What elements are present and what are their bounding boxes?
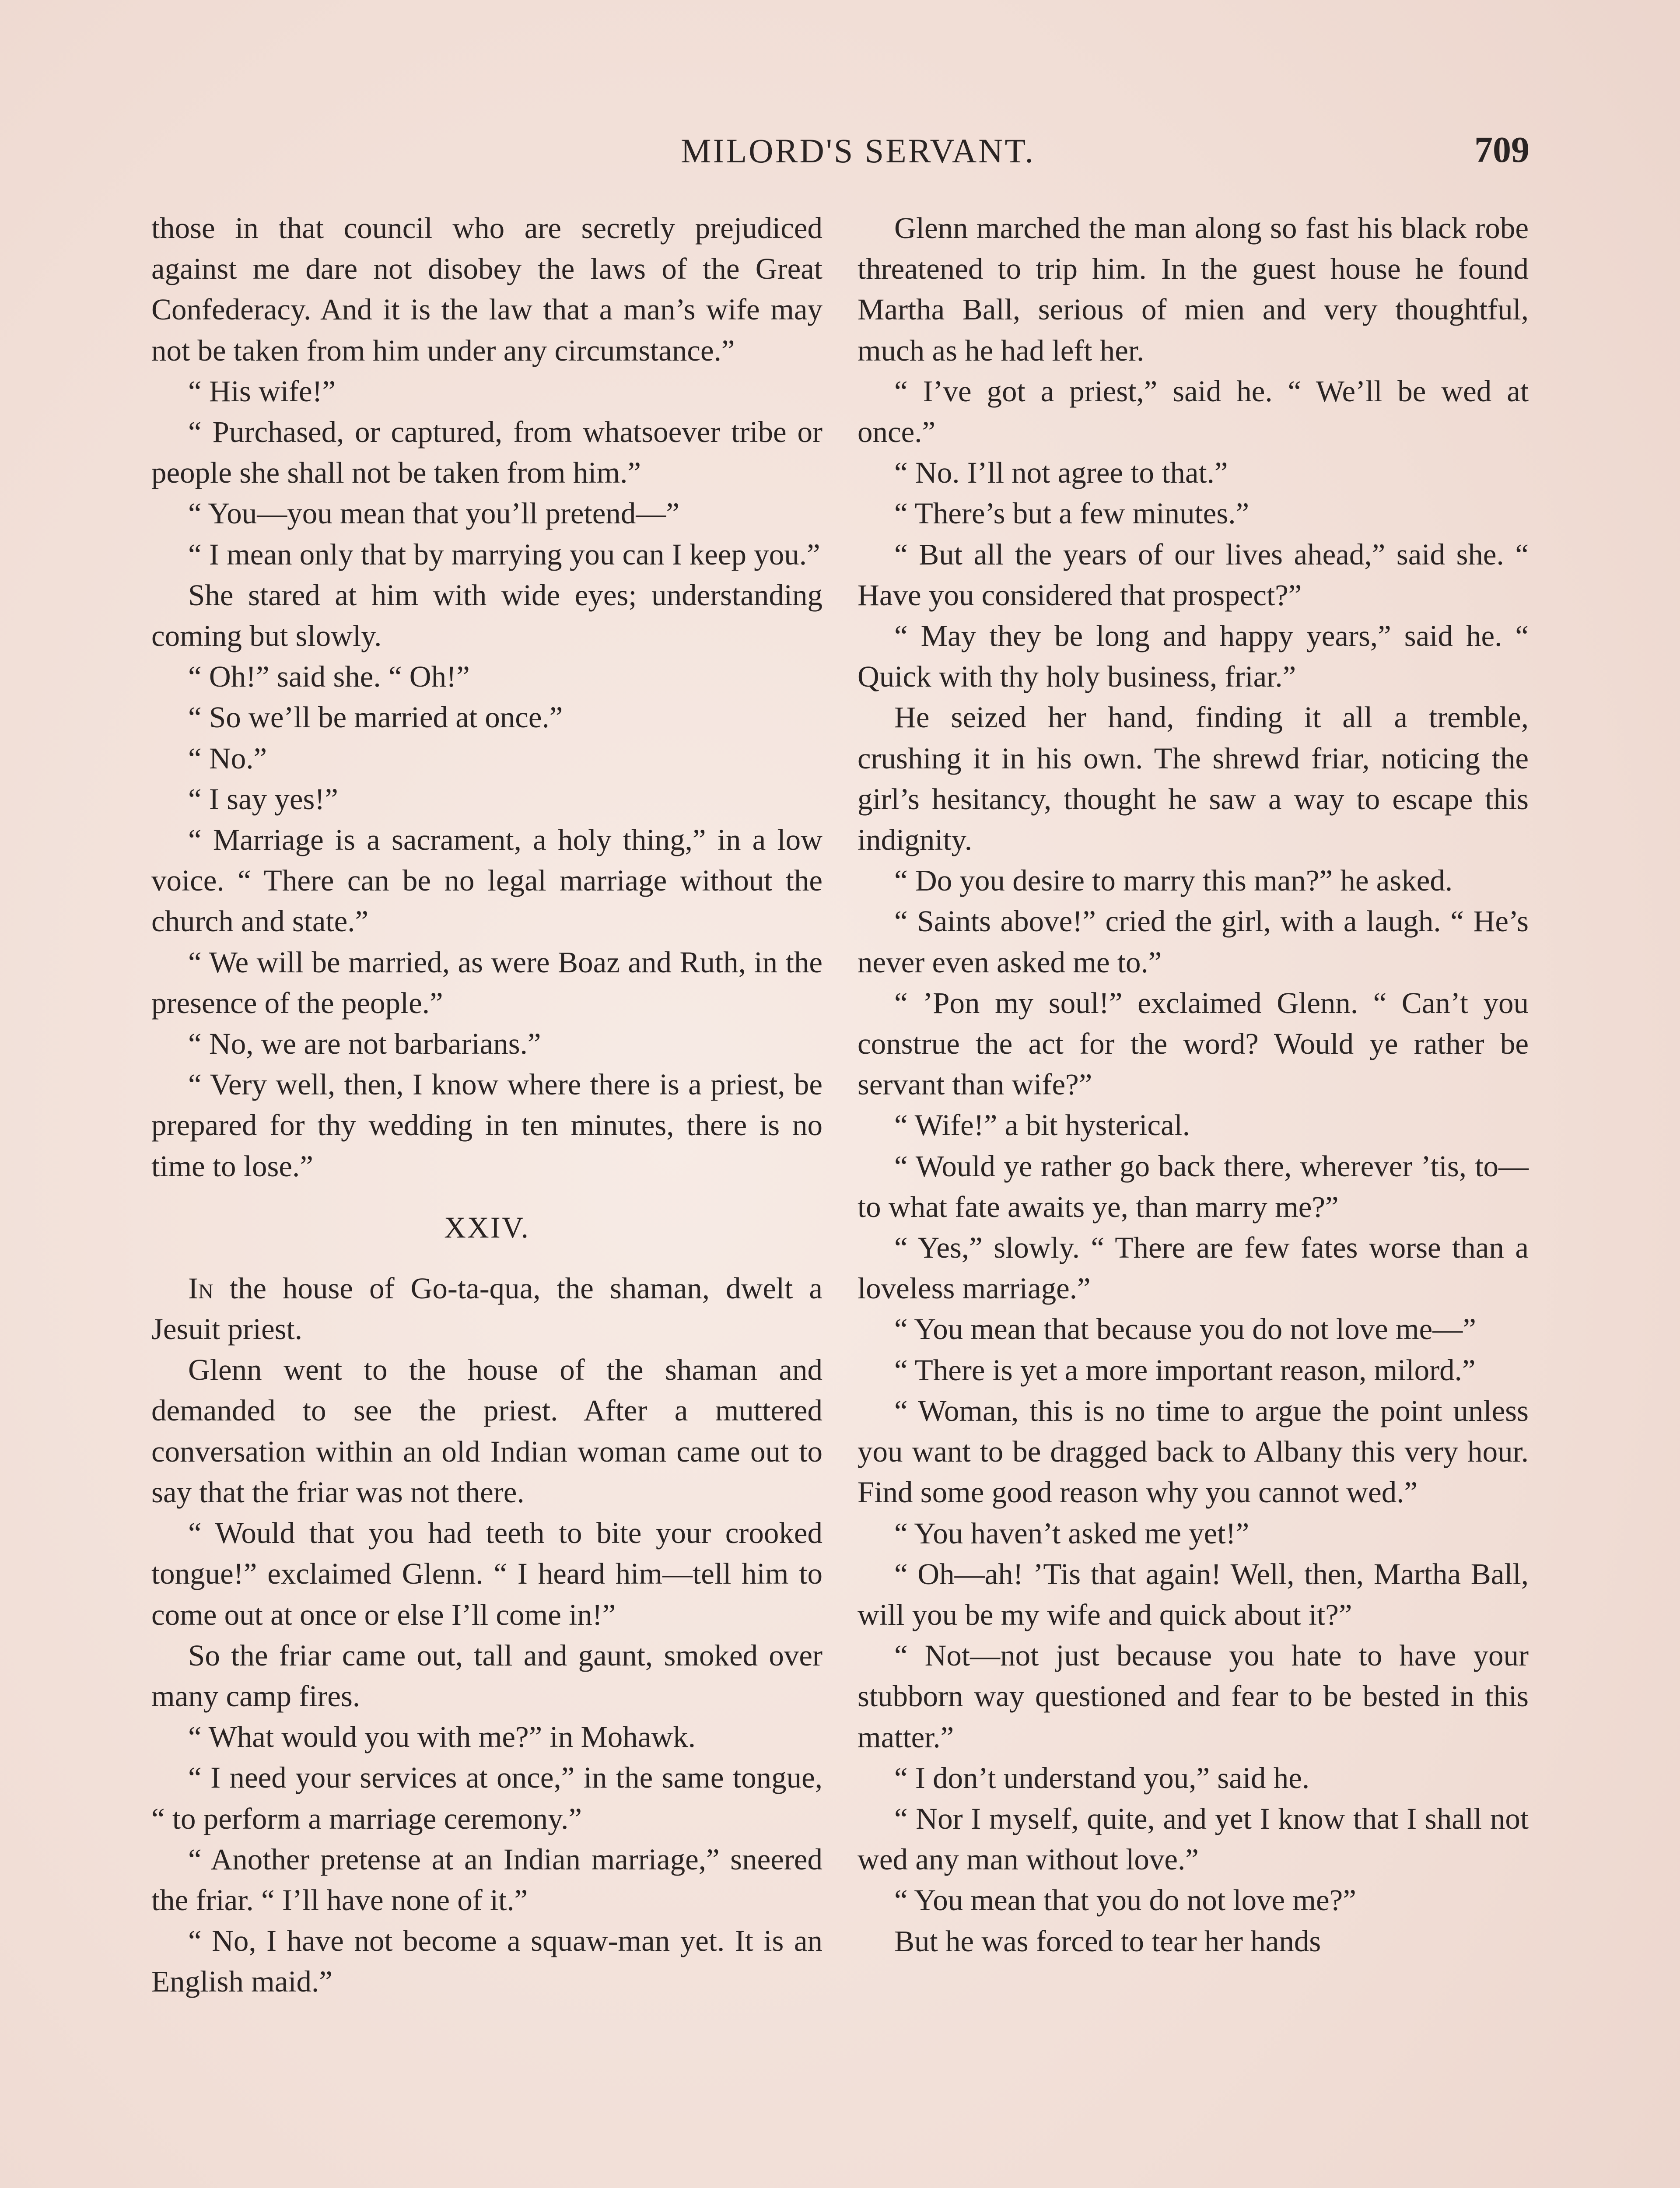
paragraph: “ You mean that because you do not love me—” (894, 1312, 1476, 1346)
paragraph: “ Nor I myself, quite, and yet I know that I shall not wed any man without love.” (858, 1802, 1529, 1876)
chapter-opening-paragraph (151, 1268, 822, 1350)
paragraph: “ Oh!” said she. “ Oh!” (188, 660, 470, 694)
paragraph: He seized her hand, finding it all a tremble, crushing it in his own. The shrewd friar, noticing the girl’s hesitancy, thought he saw a way to escape this indignity. (858, 701, 1529, 857)
paragraph: “ Another pretense at an Indian marriage,” sneered the friar. “ I’ll have none of it.” (151, 1842, 822, 1917)
paragraph: “ You mean that you do not love me?” (894, 1883, 1356, 1917)
paragraph: “ So we’ll be married at once.” (188, 701, 563, 734)
right-column (858, 208, 1529, 1962)
paragraph: “ There’s but a few minutes.” (894, 497, 1250, 530)
paragraph: “ I mean only that by marrying you can I keep you.” (188, 537, 820, 571)
paragraph: “ We will be married, as were Boaz and Ruth, in the presence of the people.” (151, 945, 822, 1020)
paragraph: “ No. I’ll not agree to that.” (894, 456, 1228, 490)
paragraph: “ Woman, this is no time to argue the point unless you want to be dragged back to Albany this very hour. Find some good reason why you cannot wed.” (858, 1394, 1529, 1509)
paragraph: “ No.” (188, 741, 267, 775)
paragraph: She stared at him with wide eyes; understanding coming but slowly. (151, 578, 822, 653)
page-header (151, 131, 1530, 179)
chapter-opening-word: In (188, 1271, 214, 1305)
paragraph: “ Would ye rather go back there, wherever ’tis, to—to what fate awaits ye, than marry me?” (858, 1149, 1529, 1224)
paragraph: “ I say yes!” (188, 782, 338, 816)
paragraph: “ You haven’t asked me yet!” (894, 1516, 1250, 1550)
paragraph: “ I’ve got a priest,” said he. “ We’ll be wed at once.” (858, 374, 1529, 449)
paragraph: “ Very well, then, I know where there is a priest, be prepared for thy wedding in ten minutes, there is no time to lose.” (151, 1068, 822, 1183)
chapter-opening-text: the house of Go-ta-qua, the shaman, dwelt a Jesuit priest. (151, 1271, 822, 1346)
paragraph: “ What would you with me?” in Mohawk. (188, 1720, 696, 1754)
paragraph: “ I need your services at once,” in the same tongue, “ to perform a marriage ceremony.” (151, 1761, 822, 1835)
paragraph: “ No, we are not barbarians.” (188, 1027, 541, 1061)
running-title: MILORD'S SERVANT. (681, 132, 1035, 170)
paragraph: Glenn went to the house of the shaman and demanded to see the priest. After a muttered conversation within an old Indian woman came out to say that the friar was not there. (151, 1353, 822, 1509)
paragraph: So the friar came out, tall and gaunt, smoked over many camp fires. (151, 1638, 822, 1713)
paragraph: “ I don’t understand you,” said he. (894, 1761, 1310, 1795)
paragraph: “ Do you desire to marry this man?” he asked. (894, 864, 1453, 898)
paragraph: But he was forced to tear her hands (894, 1924, 1321, 1958)
paragraph: “ You—you mean that you’ll pretend—” (188, 497, 679, 530)
paragraph: “ No, I have not become a squaw-man yet. It is an English maid.” (151, 1924, 822, 1999)
chapter-heading: XXIV. (444, 1210, 530, 1244)
paragraph: “ Yes,” slowly. “ There are few fates worse than a loveless marriage.” (858, 1231, 1529, 1305)
paragraph: “ His wife!” (188, 374, 336, 408)
paragraph: “ Would that you had teeth to bite your crooked tongue!” exclaimed Glenn. “ I heard him—tell him to come out at once or else I’ll come in!” (151, 1516, 822, 1631)
paragraph: “ Wife!” a bit hysterical. (894, 1108, 1190, 1142)
paragraph: “ ’Pon my soul!” exclaimed Glenn. “ Can’t you construe the act for the word? Would ye rather be servant than wife?” (858, 986, 1529, 1101)
paragraph: Glenn marched the man along so fast his black robe threatened to trip him. In the guest house he found Martha Ball, serious of mien and very thoughtful, much as he had left her. (858, 211, 1529, 367)
paragraph: “ There is yet a more important reason, milord.” (894, 1353, 1476, 1387)
paragraph: “ Oh—ah! ’Tis that again! Well, then, Martha Ball, will you be my wife and quick about it?” (858, 1557, 1529, 1631)
paragraph: “ May they be long and happy years,” said he. “ Quick with thy holy business, friar.” (858, 619, 1529, 694)
paragraph: “ But all the years of our lives ahead,” said she. “ Have you considered that prospect?” (858, 537, 1529, 612)
left-column (151, 208, 822, 2002)
page-number: 709 (1474, 130, 1530, 170)
paragraph: “ Saints above!” cried the girl, with a laugh. “ He’s never even asked me to.” (858, 905, 1529, 979)
paragraph: “ Purchased, or captured, from whatsoever tribe or people she shall not be taken from him.” (151, 415, 822, 490)
paragraph: “ Not—not just because you hate to have your stubborn way questioned and fear to be bested in this matter.” (858, 1639, 1529, 1754)
paragraph: those in that council who are secretly prejudiced against me dare not disobey the laws of the Great Confederacy. And it is the law that a man’s wife may not be taken from him under any circumstance.” (151, 211, 822, 367)
paragraph: “ Marriage is a sacrament, a holy thing,” in a low voice. “ There can be no legal marriage without the church and state.” (151, 823, 822, 938)
